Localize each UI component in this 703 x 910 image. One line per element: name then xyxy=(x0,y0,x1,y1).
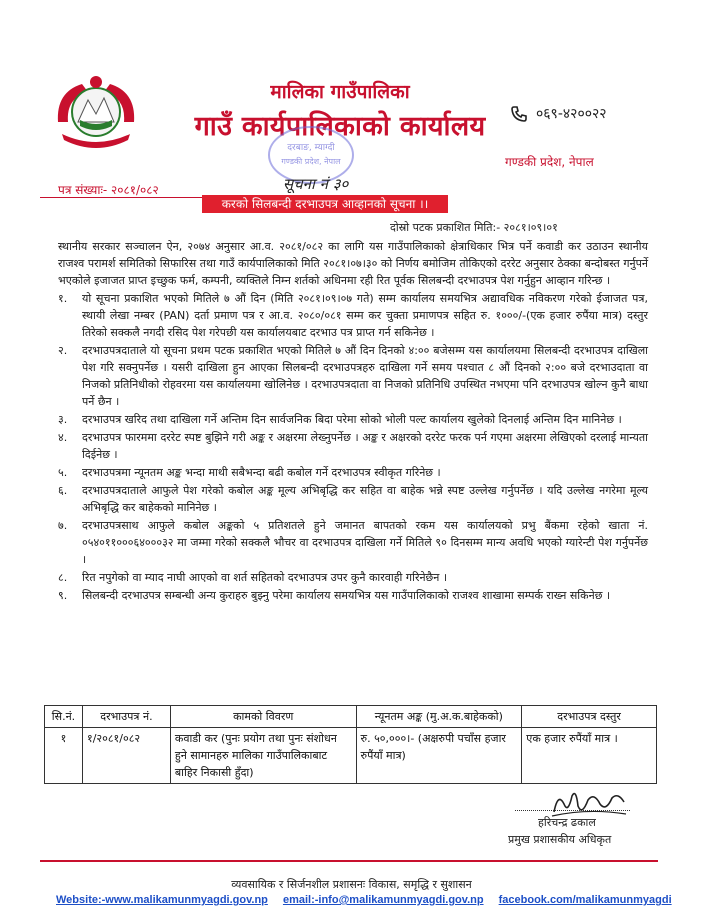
condition-number: २. xyxy=(58,344,68,357)
table-header: न्यूनतम अङ्क (मु.अ.क.बाहेकको) xyxy=(356,706,522,728)
phone-icon xyxy=(510,105,528,123)
condition-number: ८. xyxy=(58,571,68,584)
signatory-title: प्रमुख प्रशासकीय अधिकृत xyxy=(508,833,612,846)
tender-table xyxy=(44,705,657,784)
table-cell: कवाडी कर (पुनः प्रयोग तथा पुनः संशोधन हुने सामानहरु मालिका गाउँपालिकाबाट बाहिर निकासी हुँदा) xyxy=(170,728,356,784)
condition-item xyxy=(58,342,648,410)
condition-text: दरभाउपत्र खरिद तथा दाखिला गर्ने अन्तिम दिन सार्वजनिक बिदा परेमा सोको भोली पल्ट कार्यालय खुलेको दिनलाई अन्तिम दिन मानिनेछ । xyxy=(82,413,622,426)
conditions-list xyxy=(58,290,648,604)
footer-slogan: व्यवसायिक र सिर्जनशील प्रशासनः विकास, समृद्धि र सुशासन xyxy=(231,878,472,891)
website-link[interactable]: Website:-www.malikamunmyagdi.gov.np xyxy=(56,894,268,906)
publish-date: दोस्रो पटक प्रकाशित मिति:- २०८१।०९।०१ xyxy=(390,221,558,234)
condition-number: ६. xyxy=(58,484,68,497)
table-cell: १/२०८१/०८२ xyxy=(82,728,170,784)
condition-item xyxy=(58,517,648,568)
condition-text: दरभाउपत्र फारममा दररेट स्पष्ट बुझिने गरी अङ्क र अक्षरमा लेख्नुपर्नेछ । अङ्क र अक्षरको दररेट फरक पर्न गएमा अक्षरमा लेखिएको दरलाई मान्यता दिईनेछ । xyxy=(82,431,648,461)
phone-contact xyxy=(510,104,607,123)
condition-text: यो सूचना प्रकाशित भएको मितिले ७ औं दिन (मिति २०८१।०९।०७ गते) सम्म कार्यालय समयभित्र अद्यावधिक नविकरण गरेको ईजाजत पत्र, स्थायी लेखा नम्बर (PAN) दर्ता प्रमाण पत्र र आ.व. २०८०/०८१ सम्म कर चुक्ता प्रमाणपत्र सहित रु. १०००/-(एक हजार रुपैंया मात्र) दस्तुर तिरेको सक्कलै नगदी रसिद पेश गरेपछी यस कार्यालयबाट दरभाउ पत्र प्राप्त गर्न सकिनेछ । xyxy=(82,292,648,339)
table-cell: १ xyxy=(45,728,83,784)
condition-number: ७. xyxy=(58,519,68,532)
footer-links xyxy=(56,894,684,906)
handwritten-note: सूचना नं ३० xyxy=(283,175,349,193)
province-label: गण्डकी प्रदेश, नेपाल xyxy=(505,155,594,169)
table-header: दरभाउपत्र दस्तुर xyxy=(522,706,657,728)
municipality-name: मालिका गाउँपालिका xyxy=(270,81,410,103)
condition-number: १. xyxy=(58,292,68,305)
condition-item xyxy=(58,482,648,516)
office-name: गाउँ कार्यपालिकाको कार्यालय xyxy=(194,111,486,142)
condition-item xyxy=(58,411,648,428)
condition-text: दरभाउपत्रदाताले यो सूचना प्रथम पटक प्रकाशित भएको मितिले ७ औं दिन दिनको ४:०० बजेसम्म यस कार्यालयमा सिलबन्दी दरभाउपत्र दाखिला पेश गरि सक्नुपर्नेछ । यसरी दाखिला हुन आएका सिलबन्दी दरभाउपत्रहरु दाखिला गर्ने समय पश्चात ८ औं दिनको २:०० बजे दरभाउदाता वा निजको प्रतिनिधीको रोहवरमा यस कार्यालयमा खोलिनेछ । दरभाउपत्रदाता वा निजको प्रतिनिधि उपस्थित नभएमा पनि दरभाउपत्र खोल्न कुनै बाधा पर्ने छैन । xyxy=(82,344,648,408)
condition-number: ३. xyxy=(58,413,68,426)
condition-item xyxy=(58,429,648,463)
condition-text: दरभाउपत्रमा न्यूनतम अङ्क भन्दा माथी सबैभन्दा बढी कबोल गर्ने दरभाउपत्र स्वीकृत गरिनेछ । xyxy=(82,466,441,479)
condition-text: दरभाउपत्रसाथ आफुले कबोल अङ्कको ५ प्रतिशतले हुने जमानत बापतको रकम यस कार्यालयको प्रभु बैंकमा रहेको खाता नं. ०५४०११०००६४०००३२ मा जम्मा गरेको सक्कलै भौचर वा दरभाउपत्र दाखिला गर्ने मितिले ९० दिनसम्म मान्य अवधि भएको ग्यारेन्टी पेश गर्नुपर्नेछ । xyxy=(82,519,648,566)
table-header-row xyxy=(45,706,657,728)
condition-item xyxy=(58,569,648,586)
footer-divider xyxy=(40,860,658,862)
condition-text: दरभाउपत्रदाताले आफुले पेश गरेको कबोल अङ्क मूल्य अभिबृद्धि कर सहित वा बाहेक भन्ने स्पष्ट उल्लेख गर्नुपर्नेछ । यदि उल्लेख नगरेमा मूल्य अभिबृद्धि कर बाहेकको मानिनेछ । xyxy=(82,484,648,514)
condition-item xyxy=(58,290,648,341)
email-link[interactable]: email:-info@malikamunmyagdi.gov.np xyxy=(282,894,484,906)
condition-number: ९. xyxy=(58,589,68,602)
signatory-name: हरिचन्द्र ढकाल xyxy=(538,816,596,829)
condition-item xyxy=(58,587,648,604)
table-header: सि.नं. xyxy=(45,706,83,728)
condition-number: ४. xyxy=(58,431,68,444)
table-header: दरभाउपत्र नं. xyxy=(82,706,170,728)
facebook-link[interactable]: facebook.com/malikamunmyagdi xyxy=(498,894,672,906)
nepal-emblem-icon xyxy=(52,70,140,150)
condition-item xyxy=(58,464,648,481)
condition-text: सिलबन्दी दरभाउपत्र सम्बन्धी अन्य कुराहरु बुझ्नु परेमा कार्यालय समयभित्र यस गाउँपालिकाको राजश्व शाखामा सम्पर्क राख्न सकिनेछ । xyxy=(82,589,611,602)
phone-number: ०६९-४२००२२ xyxy=(536,106,607,122)
condition-number: ५. xyxy=(58,466,68,479)
reference-number: पत्र संख्याः- २०८१/०८२ xyxy=(58,183,159,197)
table-row xyxy=(45,728,657,784)
notice-title: करको सिलबन्दी दरभाउपत्र आव्हानको सूचना ।। xyxy=(202,195,448,213)
table-cell: रु. ५०,०००।- (अक्षरुपी पचाँस हजार रुपैंयाँ मात्र) xyxy=(356,728,522,784)
notice-body xyxy=(58,238,648,605)
notice-intro: स्थानीय सरकार सञ्चालन ऐन, २०७४ अनुसार आ.व. २०८१/०८२ का लागि यस गाउँपालिकाको क्षेत्राधिकार भित्र पर्ने कवाडी कर उठाउन स्थानीय राजश्व परामर्श समितिको सिफारिस तथा गाउँ कार्यपालिकाको मिति २०८१।०७।३० को निर्णय बमोजिम तोकिएको दररेट अनुसार ठेक्का बन्दोबस्त गर्नुपर्ने भएकोले इजाजत प्राप्त इच्छुक फर्म, कम्पनी, व्यक्तिले निम्न शर्तको अधिनमा रही रित पूर्वक सिलबन्दी दरभाउपत्र पेश गर्नुहुन आव्हान गरिन्छ । xyxy=(58,240,648,287)
svg-text:गण्डकी प्रदेश, नेपाल: गण्डकी प्रदेश, नेपाल xyxy=(281,157,341,166)
svg-text:दरबाङ, म्याग्दी: दरबाङ, म्याग्दी xyxy=(287,143,335,153)
table-cell: एक हजार रुपैंयाँ मात्र । xyxy=(522,728,657,784)
signature-line xyxy=(515,810,630,811)
condition-text: रित नपुगेको वा म्याद नाघी आएको वा शर्त सहितको दरभाउपत्र उपर कुनै कारवाही गरिनेछैन । xyxy=(82,571,448,584)
table-header: कामको विवरण xyxy=(170,706,356,728)
